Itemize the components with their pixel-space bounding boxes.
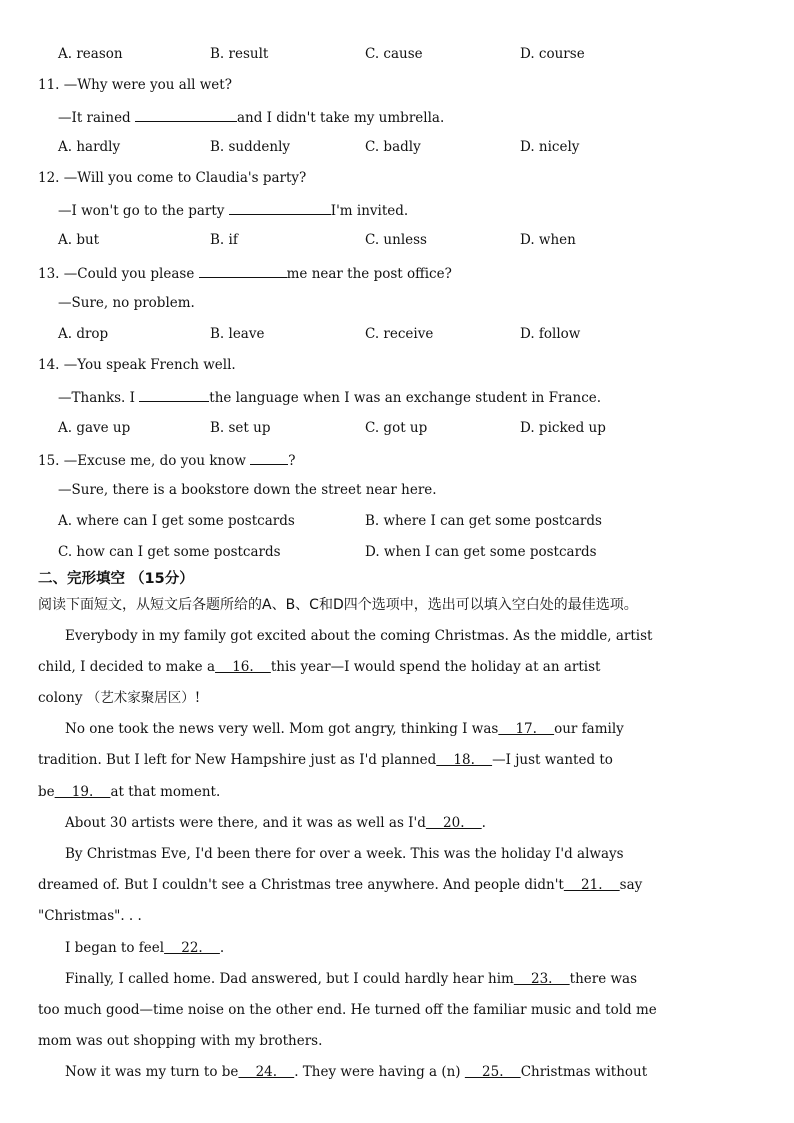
passage-text: —I just wanted to <box>492 752 613 768</box>
q10-option-a: A. reason <box>58 46 123 62</box>
passage-p6-line3: mom was out shopping with my brothers. <box>38 1033 323 1049</box>
q14-option-b: B. set up <box>210 420 271 436</box>
passage-p6-line2: too much good—time noise on the other end. He turned off the familiar music and told me <box>38 1002 657 1018</box>
passage-text: . <box>481 815 486 831</box>
blank-21: 21. <box>563 877 620 893</box>
q13-option-a: A. drop <box>58 326 109 342</box>
q13-stem-post: me near the post office? <box>286 266 452 282</box>
q14-reply-post: the language when I was an exchange student in France. <box>209 390 602 406</box>
passage-text: Christmas without <box>520 1064 648 1080</box>
passage-p1-line3: colony （艺术家聚居区）! <box>38 690 201 706</box>
passage-text: . <box>219 940 225 956</box>
blank-18: 18. <box>436 752 493 768</box>
q14-option-a: A. gave up <box>58 420 131 436</box>
passage-text: child, I decided to make a <box>38 659 216 675</box>
q13-option-d: D. follow <box>520 326 581 342</box>
q13-option-c: C. receive <box>365 326 434 342</box>
passage-text: Finally, I called home. Dad answered, but I could hardly hear him <box>65 971 514 987</box>
q13-stem <box>38 263 452 281</box>
q14-blank <box>139 387 209 402</box>
q12-reply <box>58 200 408 218</box>
q12-blank <box>229 200 331 215</box>
blank-25: 25. <box>464 1064 521 1080</box>
passage-p4-line3: "Christmas". . . <box>38 908 142 924</box>
blank-17: 17. <box>498 721 555 737</box>
q14-stem: 14. —You speak French well. <box>38 357 236 373</box>
passage-text: this year—I would spend the holiday at an artist <box>270 659 601 675</box>
q12-option-d: D. when <box>520 232 576 248</box>
passage-text: I began to feel <box>65 940 165 956</box>
q14-reply <box>58 387 601 405</box>
blank-19: 19. <box>54 784 111 800</box>
q13-blank <box>199 263 287 278</box>
q15-option-c: C. how can I get some postcards <box>58 544 281 560</box>
passage-p1-line1: Everybody in my family got excited about the coming Christmas. As the middle, artist <box>65 628 653 644</box>
q12-option-a: A. but <box>58 232 100 248</box>
passage-text: tradition. But I left for New Hampshire just as I'd planned <box>38 752 437 768</box>
blank-20: 20. <box>425 815 482 831</box>
q14-option-d: D. picked up <box>520 420 606 436</box>
q15-option-d: D. when I can get some postcards <box>365 544 597 560</box>
passage-text: No one took the news very well. Mom got angry, thinking I was <box>65 721 499 737</box>
passage-text: Now it was my turn to be <box>65 1064 239 1080</box>
q11-reply <box>58 107 444 125</box>
q10-option-d: D. course <box>520 46 585 62</box>
q13-stem-pre: 13. —Could you please <box>38 266 199 282</box>
passage-p2-line2 <box>38 751 613 769</box>
q11-option-c: C. badly <box>365 139 421 155</box>
q14-option-c: C. got up <box>365 420 428 436</box>
q10-option-b: B. result <box>210 46 269 62</box>
passage-p4-line2 <box>38 876 642 894</box>
q12-reply-post: I'm invited. <box>330 203 409 219</box>
q11-reply-pre: —It rained <box>58 110 135 126</box>
q15-option-b: B. where I can get some postcards <box>365 513 602 529</box>
q11-option-b: B. suddenly <box>210 139 291 155</box>
passage-p1-line2 <box>38 658 600 676</box>
q14-reply-pre: —Thanks. I <box>58 390 140 406</box>
q15-reply: —Sure, there is a bookstore down the street near here. <box>58 482 437 498</box>
q10-option-c: C. cause <box>365 46 423 62</box>
q12-option-b: B. if <box>210 232 238 248</box>
q15-stem-post: ? <box>288 453 296 469</box>
q11-option-a: A. hardly <box>58 139 121 155</box>
passage-text: at that moment. <box>110 784 221 800</box>
q15-option-a: A. where can I get some postcards <box>58 513 295 529</box>
q15-blank <box>250 450 288 465</box>
passage-text: say <box>619 877 643 893</box>
passage-p2-line3 <box>38 783 220 801</box>
passage-p5 <box>65 939 224 957</box>
passage-text: our family <box>554 721 624 737</box>
q12-reply-pre: —I won't go to the party <box>58 203 229 219</box>
passage-text: dreamed of. But I couldn't see a Christmas tree anywhere. And people didn't <box>38 877 564 893</box>
q11-option-d: D. nicely <box>520 139 580 155</box>
passage-text: there was <box>569 971 638 987</box>
blank-16: 16. <box>215 659 271 675</box>
section-title: 二、完形填空 （15分） <box>38 571 194 587</box>
passage-p6-line1 <box>65 970 637 988</box>
q12-stem: 12. —Will you come to Claudia's party? <box>38 170 307 186</box>
passage-p2-line1 <box>65 720 624 738</box>
blank-23: 23. <box>513 971 570 987</box>
blank-24: 24. <box>238 1064 295 1080</box>
passage-p4-line1: By Christmas Eve, I'd been there for over a week. This was the holiday I'd always <box>65 846 624 862</box>
q11-blank <box>135 107 237 122</box>
blank-22: 22. <box>164 940 220 956</box>
q15-stem-pre: 15. —Excuse me, do you know <box>38 453 251 469</box>
section-instruction: 阅读下面短文，从短文后各题所给的A、B、C和D四个选项中，选出可以填入空白处的最佳选项。 <box>38 597 638 613</box>
q12-option-c: C. unless <box>365 232 427 248</box>
passage-text: . They were having a (n) <box>294 1064 465 1080</box>
q11-stem: 11. —Why were you all wet? <box>38 77 232 93</box>
q11-reply-post: and I didn't take my umbrella. <box>237 110 445 126</box>
passage-p7 <box>65 1063 647 1081</box>
passage-p3 <box>65 814 486 832</box>
passage-text: About 30 artists were there, and it was as well as I'd <box>65 815 426 831</box>
q15-stem <box>38 450 295 468</box>
passage-text: be <box>38 784 55 800</box>
q13-option-b: B. leave <box>210 326 265 342</box>
q13-reply: —Sure, no problem. <box>58 295 195 311</box>
